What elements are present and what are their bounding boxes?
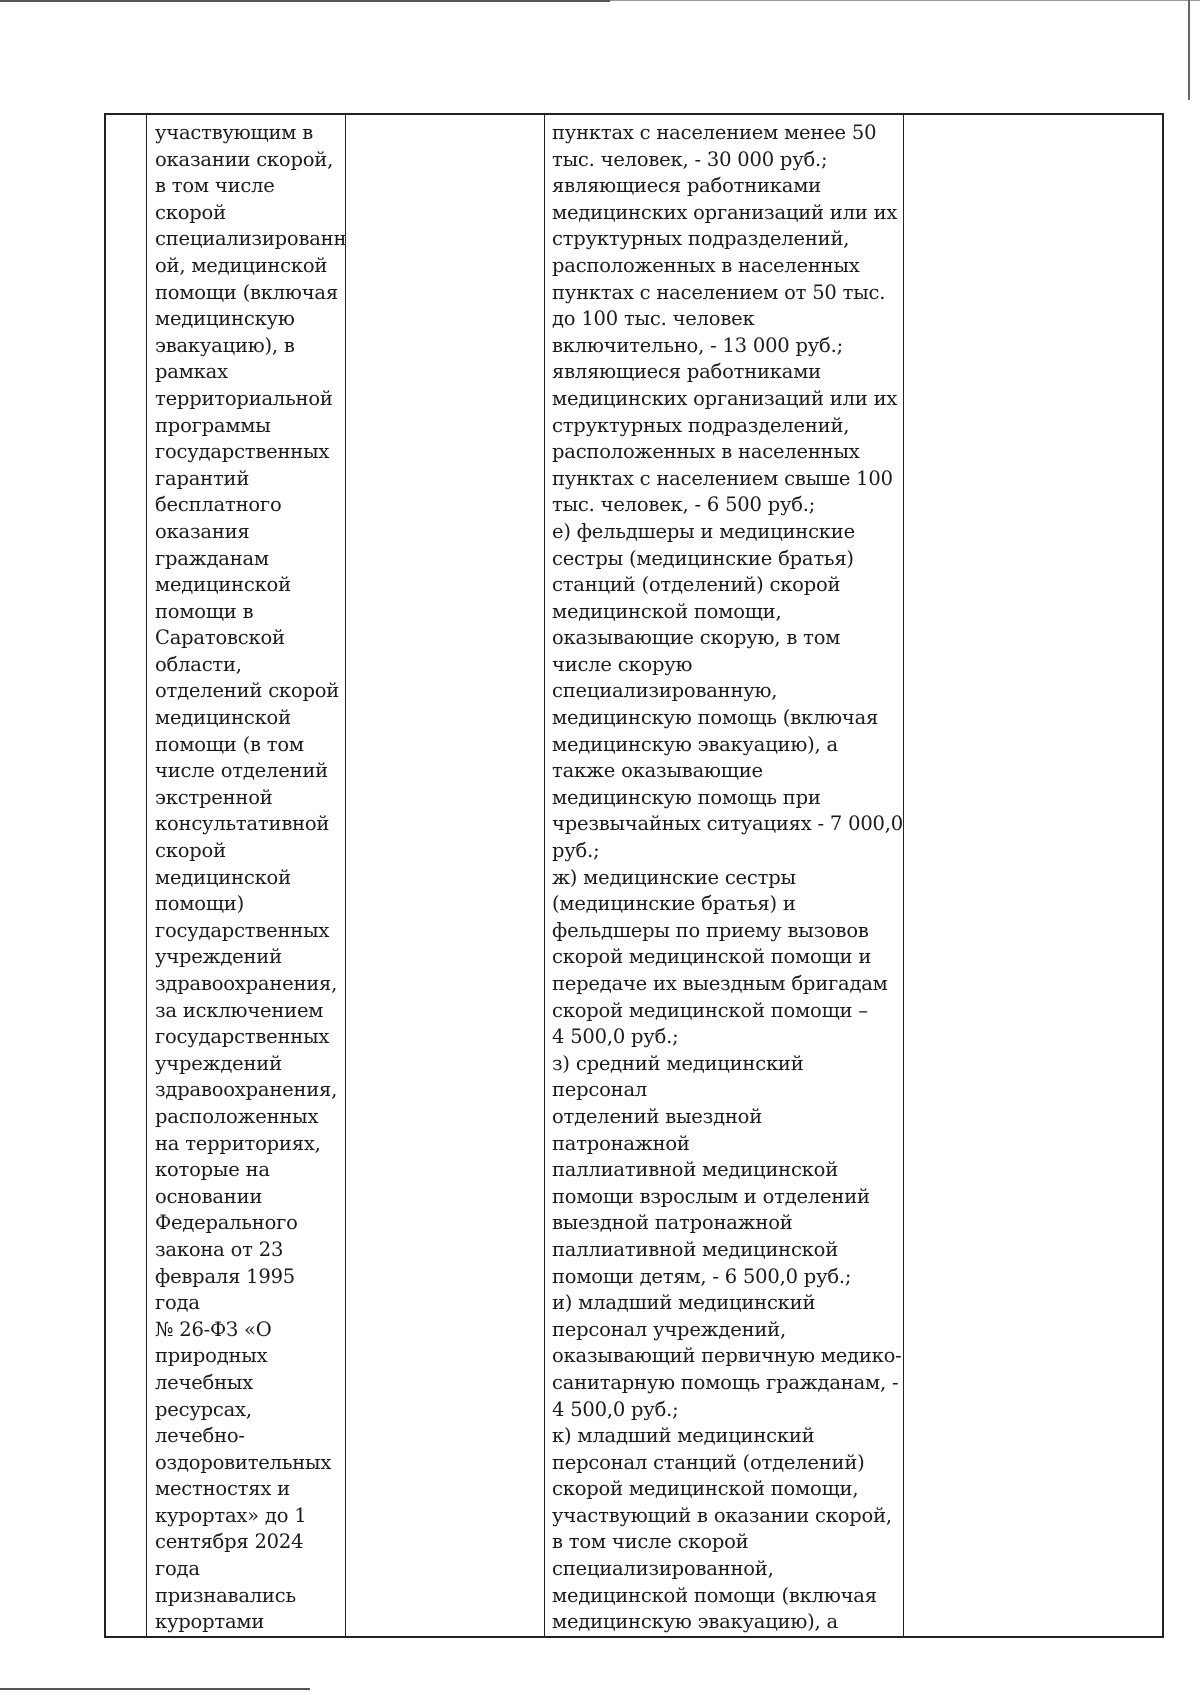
table-cell-empty-last [904, 114, 1164, 1637]
table-cell-amounts [545, 114, 904, 1637]
scan-edge-right [1188, 0, 1190, 100]
amounts-text: пунктах с населением менее 50 тыс. человек, - 30 000 руб.; являющиеся работниками медицинских организаций или их структурных подразделений, расположенных в населенных пунктах с населением от 50 тыс. до 100 тыс. человек включительно, - 13 000 руб.; являющиеся работниками медицинских организаций или их структурных подразделений, расположенных в населенных пунктах с населением свыше 100 тыс. человек, - 6 500 руб.; е) фельдшеры и медицинские сестры (медицинские братья) станций (отделений) скорой медицинской помощи, оказывающие скорую, в том числе скорую специализированную, медицинскую помощь (включая медицинскую эвакуацию), а также оказывающие медицинскую помощь при чрезвычайных ситуациях - 7 000,0 руб.; ж) медицинские сестры (медицинские братья) и фельдшеры по приему вызовов скорой медицинской помощи и передаче их выездным бригадам скорой медицинской помощи – 4 500,0 руб.; з) средний медицинский персонал отделений выездной патронажной паллиативной медицинской помощи взрослым и отделений выездной патронажной паллиативной медицинской помощи детям, - 6 500,0 руб.; и) младший медицинский персонал учреждений, оказывающий первичную медико- санитарную помощь гражданам, - 4 500,0 руб.; к) младший медицинский персонал станций (отделений) скорой медицинской помощи, участвующий в оказании скорой, в том числе скорой специализированной, медицинской помощи (включая медицинскую эвакуацию), а [552, 121, 903, 1634]
table-row [105, 114, 1163, 1637]
table-cell-category [147, 114, 346, 1637]
scan-edge-top-faint [610, 0, 1200, 1]
table-cell-number [105, 114, 147, 1637]
scan-edge-top [0, 0, 610, 2]
scan-edge-bottom [0, 1688, 310, 1690]
document-table [104, 113, 1164, 1638]
table-cell-empty [346, 114, 545, 1637]
category-text: участвующим в оказании скорой, в том числе скорой специализированн ой, медицинской помощи (включая медицинскую эвакуацию), в рамках территориальной программы государственных гарантий бесплатного оказания гражданам медицинской помощи в Саратовской области, отделений скорой медицинской помощи (в том числе отделений экстренной консультативной скорой медицинской помощи) государственных учреждений здравоохранения, за исключением государственных учреждений здравоохранения, расположенных на территориях, которые на основании Федерального закона от 23 февраля 1995 года № 26-ФЗ «О природных лечебных ресурсах, лечебно- оздоровительных местностях и курортах» до 1 сентября 2024 года признавались курортами [155, 121, 347, 1634]
